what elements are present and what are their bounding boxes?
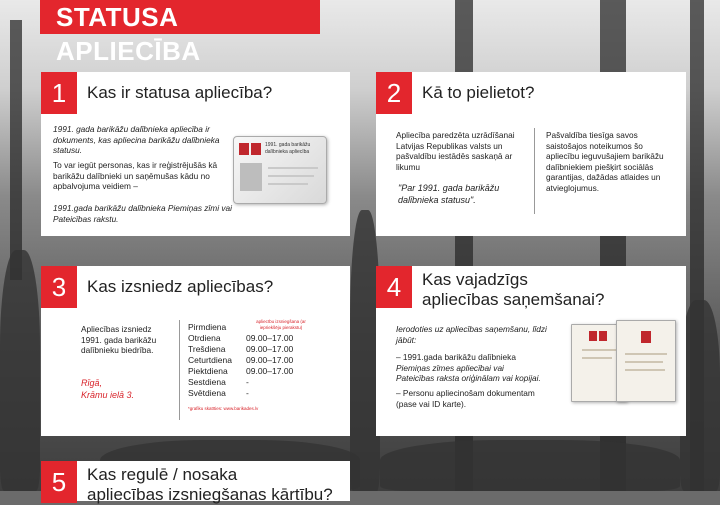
ribbon-icon bbox=[599, 331, 607, 341]
address-line: Krāmu ielā 3. bbox=[81, 390, 135, 400]
page-title: STATUSA APLIECĪBA bbox=[56, 2, 201, 66]
divider bbox=[534, 128, 535, 214]
section-title-line: Kas regulē / nosaka bbox=[87, 465, 238, 484]
requirement-line: – Personu apliecinošam dokumentam bbox=[396, 388, 535, 398]
schedule-day: Piektdiena bbox=[188, 366, 228, 376]
emblem-icon bbox=[641, 331, 651, 343]
lead-text: 1991. gada barikāžu dalībnieka apliecība ir dokuments, kas apliecina barikāžu dalībnieka statusu. bbox=[53, 124, 220, 155]
law-quote: "Par 1991. gada barikāžu dalībnieka statusu". bbox=[398, 183, 500, 205]
schedule-row bbox=[188, 344, 293, 355]
crowd-silhouette bbox=[380, 440, 680, 491]
schedule-day: Pirmdiena bbox=[188, 322, 227, 332]
schedule-table bbox=[188, 322, 293, 399]
ribbon-icon bbox=[239, 143, 249, 155]
schedule-row bbox=[188, 322, 293, 333]
divider bbox=[625, 369, 665, 371]
schedule-footnote: *grafiku skatīties: www.barikades.lv bbox=[188, 406, 259, 411]
section-title-line: apliecības izsniegšanas kārtību? bbox=[87, 485, 333, 504]
id-card-caption: dalībnieka apliecība bbox=[265, 149, 310, 155]
ribbon-icon bbox=[251, 143, 261, 155]
schedule-time: 09.00–17.00 bbox=[246, 355, 294, 365]
body-text: Apliecība paredzēta uzrādīšanai Latvijas Republikas valsts un pašvaldību iestādēs saskaņā ar likumu bbox=[396, 130, 515, 172]
lead-text: Ierodoties uz apliecības saņemšanu, līdzi jābūt: bbox=[396, 324, 547, 345]
divider bbox=[625, 353, 667, 355]
divider bbox=[268, 167, 318, 169]
schedule-row bbox=[188, 333, 293, 344]
divider bbox=[268, 183, 308, 185]
body-text: Pašvaldība tiesīga savos saistošajos noteikumos šo apliecību ieguvušajiem barikāžu dalībniekiem piešķirt sociālās garantijas, dažādas atlaides un atvieglojumus. bbox=[546, 130, 664, 193]
requirement-line: Pateicības raksta oriģinālam vai kopijai. bbox=[396, 373, 541, 383]
info-card-3 bbox=[41, 266, 350, 436]
certificate-image bbox=[616, 320, 676, 402]
divider bbox=[268, 175, 314, 177]
id-card-image bbox=[233, 136, 327, 204]
section-number: 3 bbox=[41, 266, 77, 308]
divider bbox=[582, 357, 612, 359]
requirement-2 bbox=[396, 388, 586, 409]
page-title-banner bbox=[40, 0, 320, 66]
schedule-day: Trešdiena bbox=[188, 344, 226, 354]
section-number: 2 bbox=[376, 72, 412, 114]
schedule-row bbox=[188, 355, 293, 366]
requirement-line: – 1991.gada barikāžu dalībnieka bbox=[396, 352, 516, 362]
schedule-day: Sestdiena bbox=[188, 377, 226, 387]
requirement-line: (pase vai ID karte). bbox=[396, 398, 467, 409]
photo-placeholder bbox=[240, 163, 262, 191]
ribbon-icon bbox=[589, 331, 597, 341]
schedule-time: - bbox=[246, 388, 249, 398]
section-title: Kā to pielietot? bbox=[422, 83, 535, 102]
person-silhouette bbox=[680, 300, 720, 491]
schedule-row bbox=[188, 377, 293, 388]
requirement-1 bbox=[396, 352, 586, 384]
tree-trunk bbox=[10, 20, 22, 280]
schedule-time: 09.00–17.00 bbox=[246, 333, 294, 343]
section-title: Kas ir statusa apliecība? bbox=[87, 83, 273, 102]
id-card-caption: 1991. gada barikāžu bbox=[265, 142, 311, 148]
divider bbox=[582, 349, 616, 351]
address-line: Rīgā, bbox=[81, 378, 103, 388]
schedule-day: Svētdiena bbox=[188, 388, 226, 398]
schedule-day: Ceturtdiena bbox=[188, 355, 232, 365]
schedule-time: 09.00–17.00 bbox=[246, 344, 294, 354]
body-text-italic: 1991.gada barikāžu dalībnieka Piemiņas zīmi vai Pateicības rakstu. bbox=[53, 203, 232, 224]
schedule-time: - bbox=[246, 377, 249, 387]
section-title-line: Kas vajadzīgs bbox=[422, 270, 528, 289]
schedule-time: 09.00–17.00 bbox=[246, 366, 294, 376]
schedule-header: apliecību izsniegšana (ar iepriekšēju pierakstu) bbox=[256, 319, 306, 330]
body-text: To var iegūt personas, kas ir reģistrējušās kā barikāžu dalībnieki un saņēmušas kādu no apbalvojuma veidiem – bbox=[53, 160, 218, 191]
person-silhouette bbox=[0, 250, 40, 491]
schedule-row bbox=[188, 366, 293, 377]
section-title: Kas izsniedz apliecības? bbox=[87, 277, 274, 296]
issuer-text: Apliecības izsniedz 1991. gada barikāžu dalībnieku biedrība. bbox=[81, 324, 157, 355]
requirement-line: Piemiņas zīmes apliecībai vai bbox=[396, 362, 504, 373]
info-card-2 bbox=[376, 72, 686, 236]
info-card-1 bbox=[41, 72, 350, 236]
section-title bbox=[422, 270, 604, 310]
info-card-4 bbox=[376, 266, 686, 436]
section-title-line: apliecības saņemšanai? bbox=[422, 290, 605, 309]
section-number: 1 bbox=[41, 72, 77, 114]
section-number: 4 bbox=[376, 266, 412, 308]
info-card-5 bbox=[41, 461, 350, 504]
divider bbox=[179, 320, 180, 420]
section-number: 5 bbox=[41, 461, 77, 503]
schedule-day: Otrdiena bbox=[188, 333, 221, 343]
divider bbox=[625, 361, 663, 363]
schedule-row bbox=[188, 388, 293, 399]
section-title bbox=[87, 465, 333, 505]
